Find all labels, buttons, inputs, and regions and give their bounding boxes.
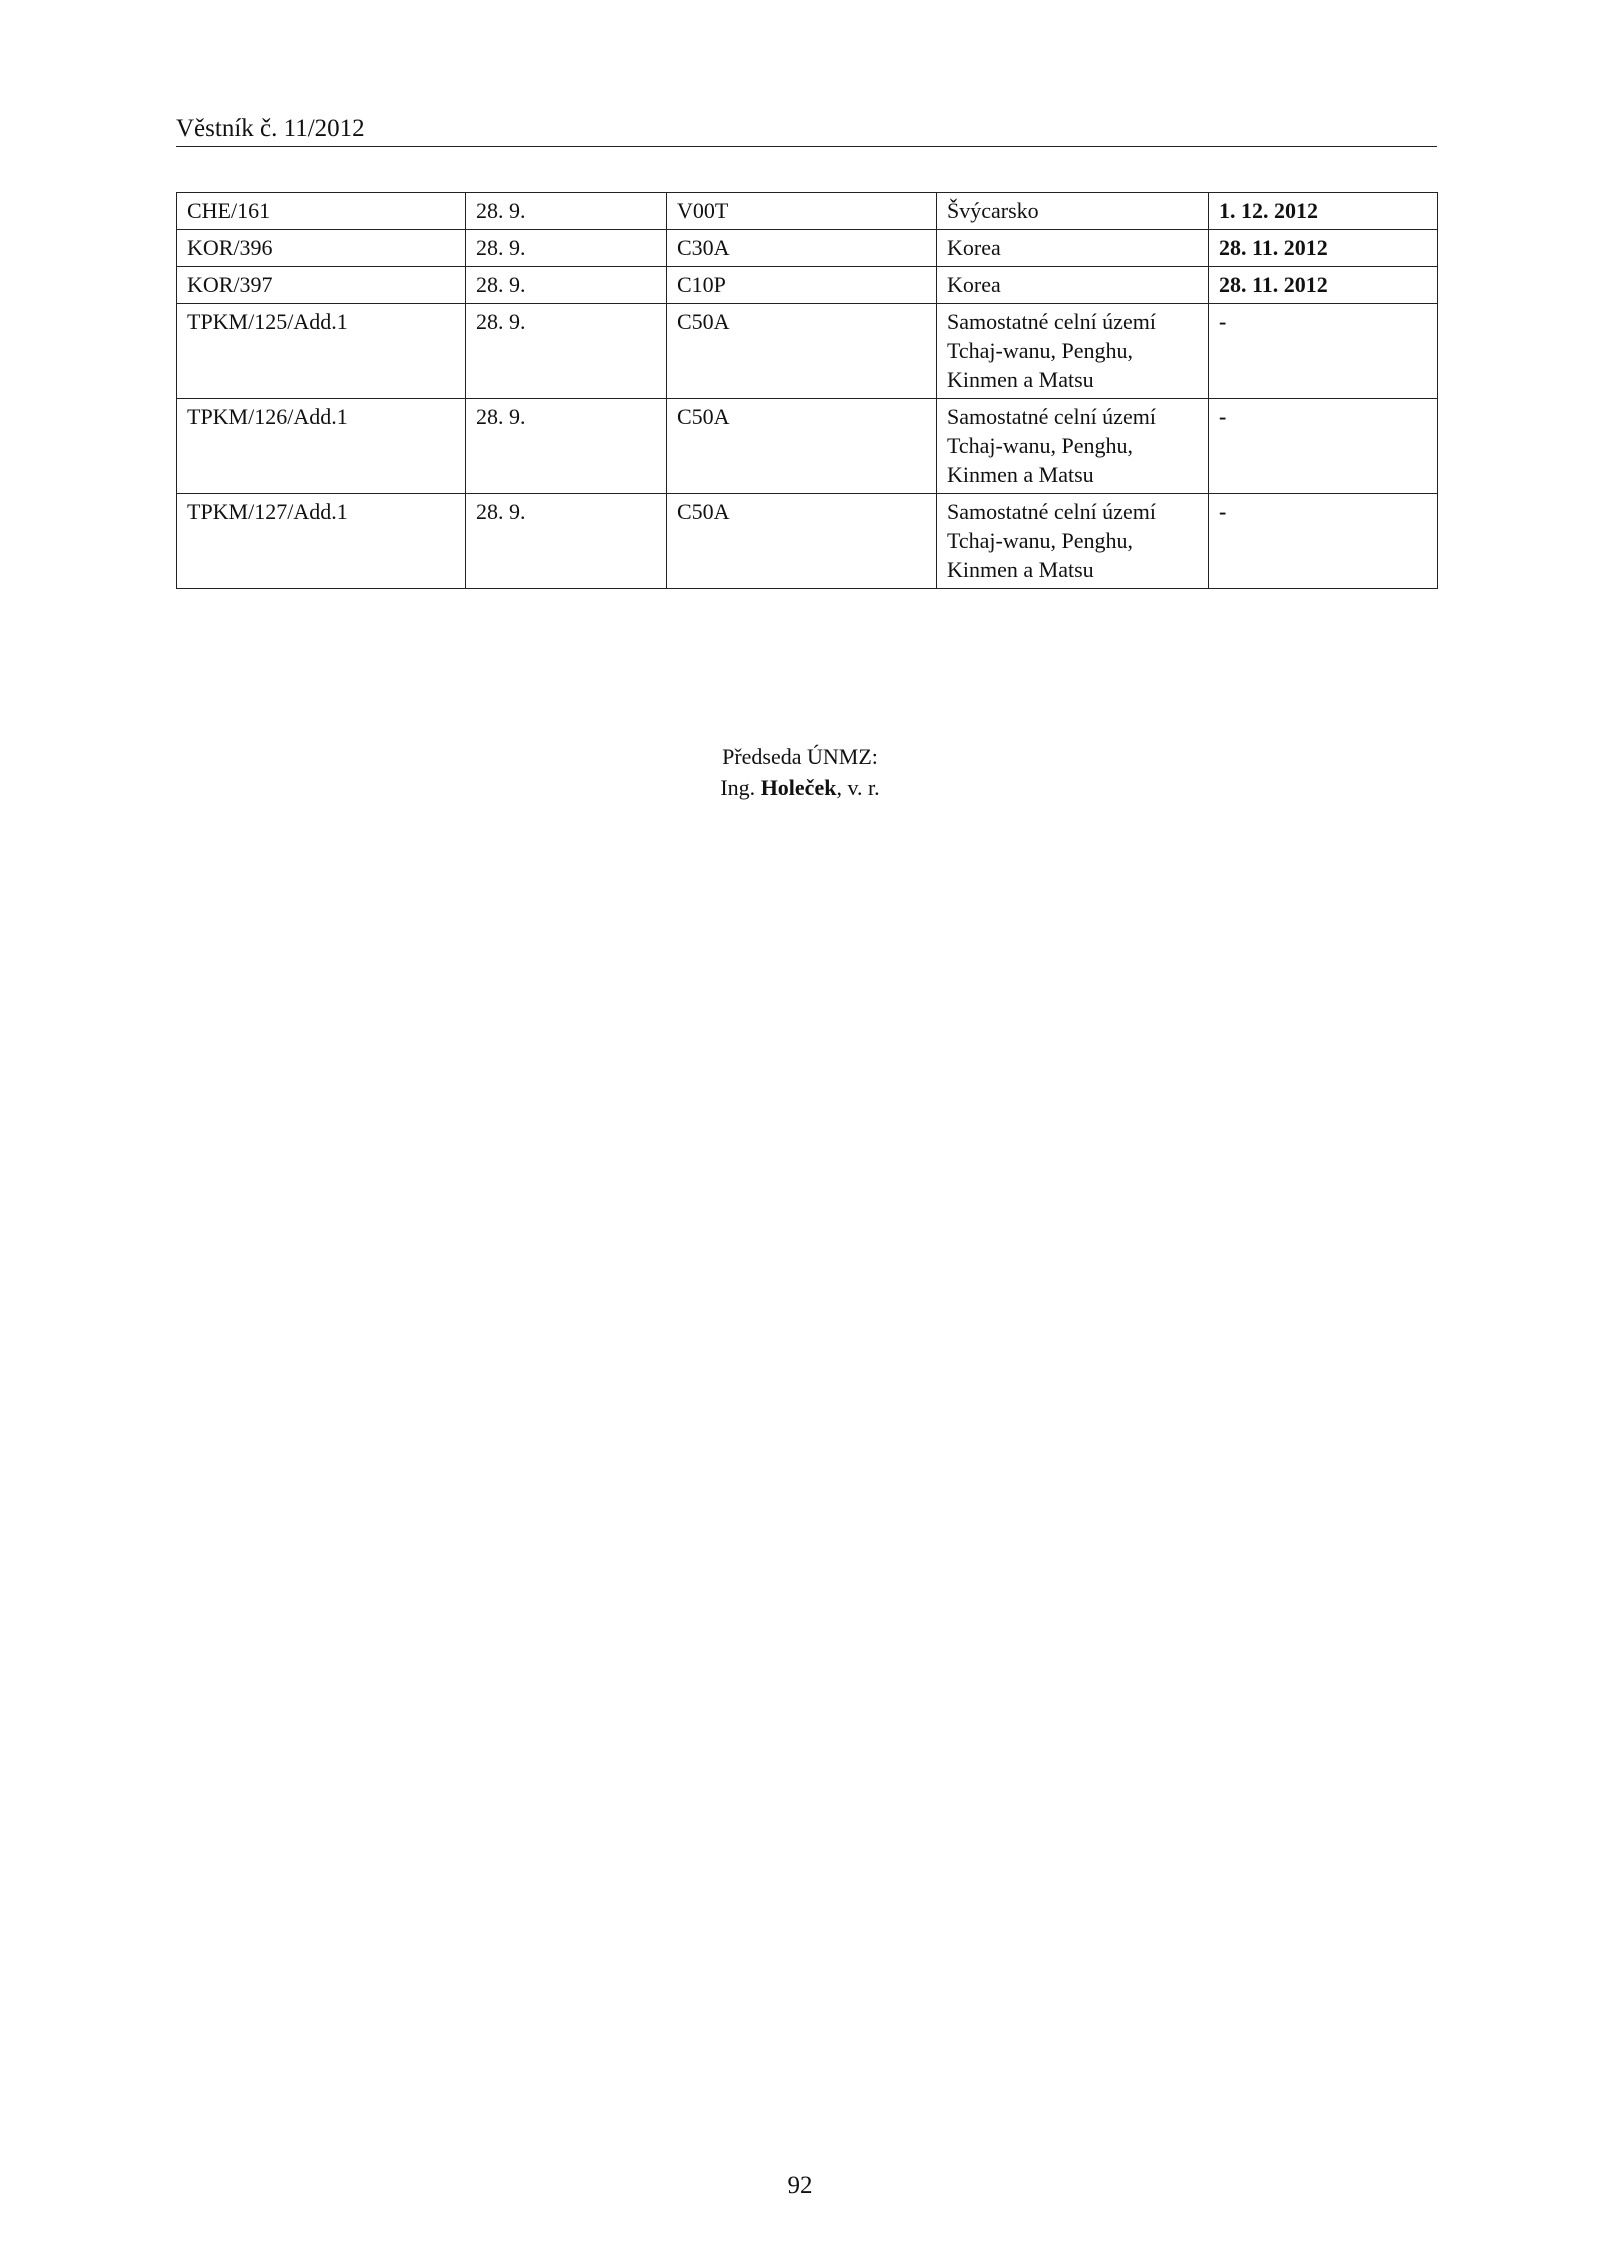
cell-country — [937, 230, 1209, 267]
cell-deadline: 1. 12. 2012 — [1209, 193, 1438, 230]
cell-reference: KOR/397 — [177, 267, 466, 304]
cell-reference: TPKM/126/Add.1 — [177, 399, 466, 494]
cell-deadline: - — [1209, 494, 1438, 589]
cell-country-line: Samostatné celní území — [947, 309, 1156, 334]
signature-suffix: , v. r. — [836, 775, 880, 800]
table-row — [177, 267, 1438, 304]
cell-date: 28. 9. — [466, 230, 667, 267]
cell-country-line: Kinmen a Matsu — [947, 557, 1094, 582]
cell-country-line: Korea — [947, 272, 1001, 297]
table-row — [177, 193, 1438, 230]
cell-reference: CHE/161 — [177, 193, 466, 230]
cell-country-line: Tchaj-wanu, Penghu, — [947, 338, 1134, 363]
cell-country-line: Kinmen a Matsu — [947, 367, 1094, 392]
cell-country — [937, 399, 1209, 494]
signature-name: Holeček — [760, 775, 837, 800]
cell-country — [937, 304, 1209, 399]
cell-code: C30A — [667, 230, 937, 267]
cell-code: C10P — [667, 267, 937, 304]
signature-role: Předseda ÚNMZ: — [722, 744, 878, 769]
cell-date: 28. 9. — [466, 193, 667, 230]
cell-deadline: - — [1209, 399, 1438, 494]
cell-deadline: 28. 11. 2012 — [1209, 267, 1438, 304]
cell-deadline: - — [1209, 304, 1438, 399]
cell-reference: KOR/396 — [177, 230, 466, 267]
cell-country-line: Kinmen a Matsu — [947, 462, 1094, 487]
notification-table — [176, 192, 1438, 589]
cell-code: V00T — [667, 193, 937, 230]
table-row — [177, 230, 1438, 267]
cell-code: C50A — [667, 494, 937, 589]
cell-date: 28. 9. — [466, 267, 667, 304]
cell-country — [937, 494, 1209, 589]
table-row — [177, 399, 1438, 494]
header-divider — [176, 146, 1437, 147]
cell-code: C50A — [667, 304, 937, 399]
signature-name-line — [0, 772, 1600, 803]
table-row — [177, 304, 1438, 399]
table-row — [177, 494, 1438, 589]
cell-country — [937, 267, 1209, 304]
signature-prefix: Ing. — [720, 775, 756, 800]
cell-reference: TPKM/125/Add.1 — [177, 304, 466, 399]
cell-country-line: Samostatné celní území — [947, 404, 1156, 429]
cell-country-line: Samostatné celní území — [947, 499, 1156, 524]
cell-country-line: Korea — [947, 235, 1001, 260]
cell-reference: TPKM/127/Add.1 — [177, 494, 466, 589]
cell-country-line: Švýcarsko — [947, 198, 1039, 223]
table-body — [177, 193, 1438, 589]
cell-code: C50A — [667, 399, 937, 494]
cell-country-line: Tchaj-wanu, Penghu, — [947, 528, 1134, 553]
cell-date: 28. 9. — [466, 304, 667, 399]
cell-country-line: Tchaj-wanu, Penghu, — [947, 433, 1134, 458]
signature-block — [0, 741, 1600, 803]
page-number: 92 — [787, 2172, 813, 2199]
bulletin-title: Věstník č. 11/2012 — [176, 115, 365, 142]
cell-date: 28. 9. — [466, 399, 667, 494]
cell-country — [937, 193, 1209, 230]
cell-deadline: 28. 11. 2012 — [1209, 230, 1438, 267]
cell-date: 28. 9. — [466, 494, 667, 589]
